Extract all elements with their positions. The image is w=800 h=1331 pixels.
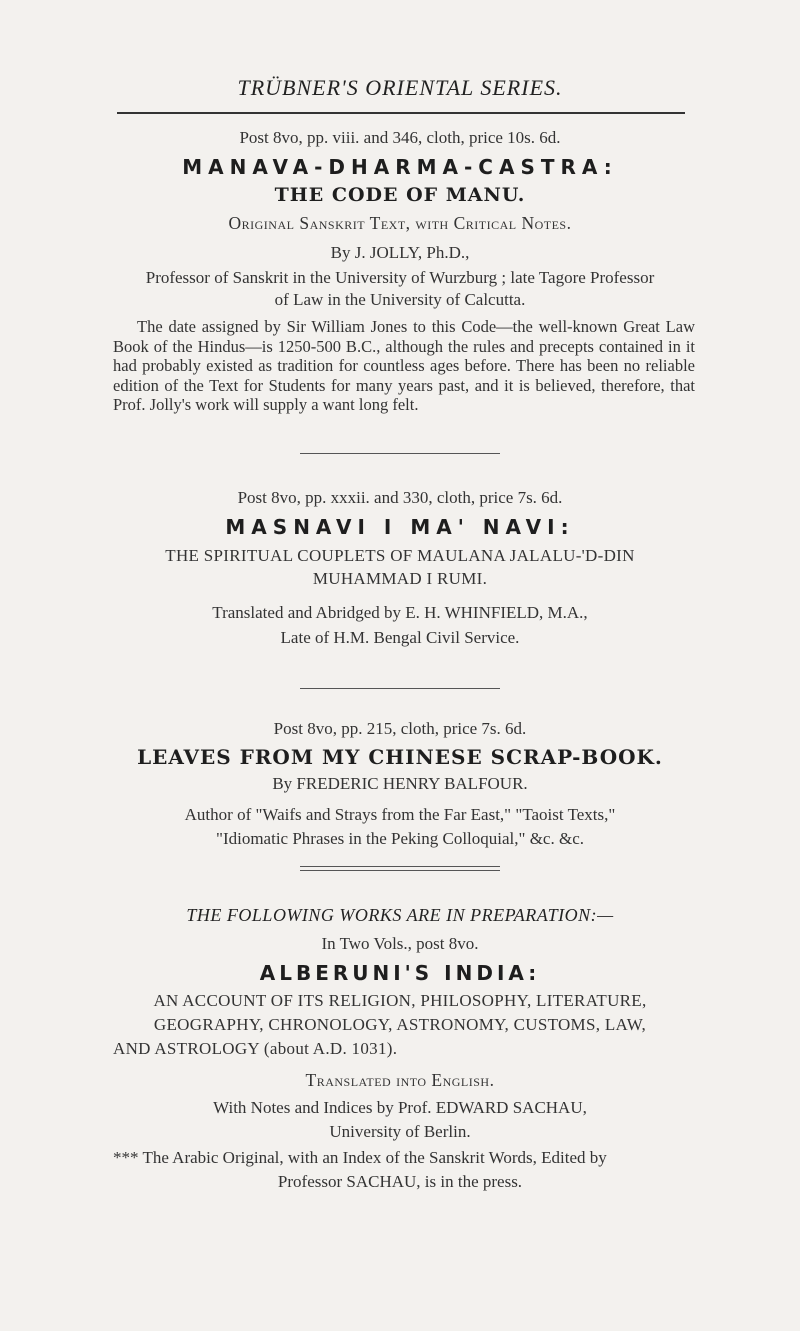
entry-publication: Post 8vo, pp. xxxii. and 330, cloth, price 7s. 6d. xyxy=(237,488,563,507)
prep-editor: With Notes and Indices by Prof. EDWARD SACHAU, xyxy=(213,1098,587,1117)
prep-publication: In Two Vols., post 8vo. xyxy=(321,934,479,953)
entry-translator: Late of H.M. Bengal Civil Service. xyxy=(280,628,520,647)
section-heading: THE FOLLOWING WORKS ARE IN PREPARATION:— xyxy=(186,905,614,925)
entry-publication: Post 8vo, pp. viii. and 346, cloth, price 10s. 6d. xyxy=(239,128,561,147)
entry-description: Original Sanskrit Text, with Critical Notes. xyxy=(228,213,572,233)
entry-translator: Translated and Abridged by E. H. WHINFIELD, M.A., xyxy=(212,603,588,622)
entry-title: MASNAVI I MA' NAVI: xyxy=(225,515,575,539)
prep-subtitle: AND ASTROLOGY (about A.D. 1031). xyxy=(113,1039,398,1058)
prep-title: ALBERUNI'S INDIA: xyxy=(259,961,541,985)
prep-footnote: *** The Arabic Original, with an Index of the Sanskrit Words, Edited by xyxy=(113,1148,607,1167)
entry-works: Author of "Waifs and Strays from the Far East," "Taoist Texts," xyxy=(184,805,616,824)
entry-blurb: The date assigned by Sir William Jones to this Code—the well-known Great Law Book of the Hindus—is 1250-500 B.C., although the rules and precepts contained in it had probably existed as tradition for countless ages before. There has been no reliable edition of the Text for Students for many years past, and it is believed, therefore, that Prof. Jolly's work will supply a want long felt. xyxy=(113,317,695,414)
entry-subtitle: THE SPIRITUAL COUPLETS OF MAULANA JALALU-'D-DIN xyxy=(165,546,635,565)
prep-subtitle: AN ACCOUNT OF ITS RELIGION, PHILOSOPHY, LITERATURE, xyxy=(153,991,647,1010)
entry-title: LEAVES FROM MY CHINESE SCRAP-BOOK. xyxy=(137,745,663,769)
entry-subtitle: MUHAMMAD I RUMI. xyxy=(312,569,488,588)
entry-affiliation: of Law in the University of Calcutta. xyxy=(274,290,526,309)
running-head: TRÜBNER'S ORIENTAL SERIES. xyxy=(237,75,563,100)
prep-footnote: Professor SACHAU, is in the press. xyxy=(277,1172,523,1191)
entry-title: MANAVA-DHARMA-CASTRA: xyxy=(182,155,618,179)
divider-rule xyxy=(300,453,500,454)
prep-editor: University of Berlin. xyxy=(329,1122,471,1141)
entry-author: By J. JOLLY, Ph.D., xyxy=(330,243,470,262)
entry-works: "Idiomatic Phrases in the Peking Colloquial," &c. &c. xyxy=(216,829,584,848)
divider-rule xyxy=(300,688,500,689)
prep-subtitle: GEOGRAPHY, CHRONOLOGY, ASTRONOMY, CUSTOMS, LAW, xyxy=(153,1015,647,1034)
header-rule xyxy=(117,112,685,114)
entry-affiliation: Professor of Sanskrit in the University of Wurzburg ; late Tagore Professor xyxy=(145,268,655,287)
prep-note: Translated into English. xyxy=(305,1070,495,1090)
entry-subtitle: THE CODE OF MANU. xyxy=(274,184,526,206)
entry-author: By FREDERIC HENRY BALFOUR. xyxy=(272,774,528,793)
divider-rule xyxy=(300,866,500,867)
entry-publication: Post 8vo, pp. 215, cloth, price 7s. 6d. xyxy=(273,719,527,738)
divider-rule xyxy=(300,870,500,871)
